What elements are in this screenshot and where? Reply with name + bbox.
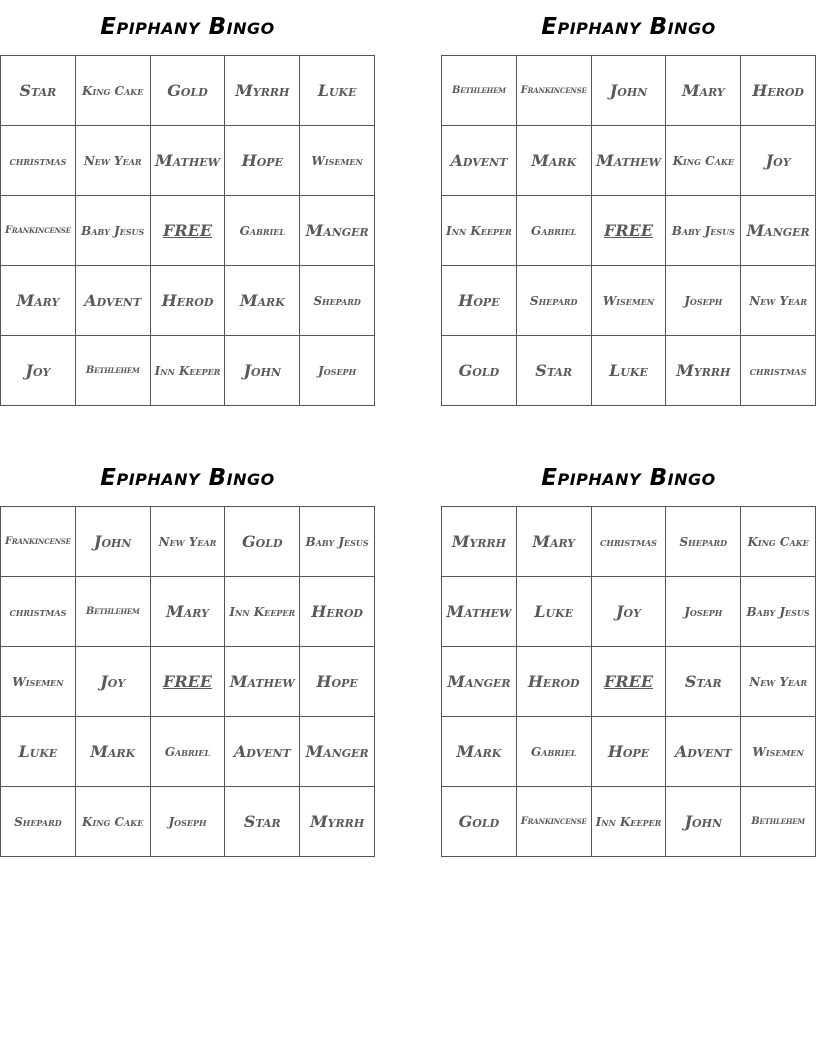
- bingo-cell: John: [76, 507, 151, 577]
- bingo-cell: Bethlehem: [76, 336, 151, 406]
- bingo-cell: Frankincense: [517, 56, 592, 126]
- bingo-cell: Bethlehem: [442, 56, 517, 126]
- bingo-cell: Mary: [151, 577, 226, 647]
- bingo-cell: Myrrh: [225, 56, 300, 126]
- bingo-cell: Baby Jesus: [300, 507, 375, 577]
- bingo-cell: Joseph: [151, 787, 226, 857]
- bingo-cell: Frankincense: [1, 507, 76, 577]
- bingo-cell: Luke: [517, 577, 592, 647]
- bingo-cell: Mark: [517, 126, 592, 196]
- bingo-cell: Inn Keeper: [592, 787, 667, 857]
- bingo-cell: Mark: [225, 266, 300, 336]
- bingo-cell: Joy: [741, 126, 816, 196]
- bingo-cell: Shepard: [300, 266, 375, 336]
- bingo-cell: Baby Jesus: [666, 196, 741, 266]
- bingo-cell: Hope: [300, 647, 375, 717]
- bingo-grid: [0, 55, 375, 406]
- bingo-cell: Hope: [442, 266, 517, 336]
- free-space-cell: FREE: [151, 196, 226, 266]
- bingo-cell: Mary: [666, 56, 741, 126]
- bingo-cell: Joy: [76, 647, 151, 717]
- bingo-cell: Wisemen: [741, 717, 816, 787]
- bingo-cell: Mathew: [151, 126, 226, 196]
- bingo-cell: Myrrh: [442, 507, 517, 577]
- bingo-cell: Gabriel: [517, 717, 592, 787]
- bingo-cell: Baby Jesus: [76, 196, 151, 266]
- bingo-cell: Wisemen: [1, 647, 76, 717]
- bingo-cell: christmas: [1, 577, 76, 647]
- card-title: Epiphany Bingo: [100, 465, 275, 491]
- bingo-cell: Luke: [300, 56, 375, 126]
- bingo-cell: Frankincense: [517, 787, 592, 857]
- bingo-cell: Star: [517, 336, 592, 406]
- free-space-cell: FREE: [592, 196, 667, 266]
- bingo-cell: Advent: [76, 266, 151, 336]
- bingo-cell: Inn Keeper: [151, 336, 226, 406]
- bingo-cell: Joseph: [666, 577, 741, 647]
- bingo-cell: Herod: [300, 577, 375, 647]
- bingo-cell: Gold: [442, 336, 517, 406]
- bingo-cell: Mathew: [442, 577, 517, 647]
- bingo-cell: Gabriel: [151, 717, 226, 787]
- bingo-cell: Hope: [225, 126, 300, 196]
- bingo-cell: New Year: [741, 647, 816, 717]
- free-space-cell: FREE: [151, 647, 226, 717]
- bingo-cell: Shepard: [517, 266, 592, 336]
- bingo-cell: Star: [666, 647, 741, 717]
- bingo-cell: John: [592, 56, 667, 126]
- bingo-cell: King Cake: [76, 56, 151, 126]
- bingo-cell: John: [666, 787, 741, 857]
- bingo-cell: Joy: [1, 336, 76, 406]
- free-space-cell: FREE: [592, 647, 667, 717]
- bingo-cell: Gabriel: [517, 196, 592, 266]
- bingo-cell: Gabriel: [225, 196, 300, 266]
- bingo-cell: Gold: [225, 507, 300, 577]
- bingo-cell: Shepard: [666, 507, 741, 577]
- bingo-cell: Advent: [225, 717, 300, 787]
- bingo-cell: Manger: [300, 196, 375, 266]
- bingo-cell: Joseph: [666, 266, 741, 336]
- bingo-cell: Manger: [442, 647, 517, 717]
- bingo-cell: christmas: [1, 126, 76, 196]
- bingo-cell: Shepard: [1, 787, 76, 857]
- bingo-cell: Wisemen: [592, 266, 667, 336]
- bingo-cell: Gold: [151, 56, 226, 126]
- bingo-grid: [441, 55, 816, 406]
- bingo-cell: Herod: [517, 647, 592, 717]
- bingo-cell: Gold: [442, 787, 517, 857]
- bingo-cell: Luke: [592, 336, 667, 406]
- bingo-cell: Joseph: [300, 336, 375, 406]
- bingo-cell: Advent: [442, 126, 517, 196]
- bingo-cell: King Cake: [741, 507, 816, 577]
- card-title: Epiphany Bingo: [541, 465, 716, 491]
- bingo-cell: John: [225, 336, 300, 406]
- bingo-cell: King Cake: [76, 787, 151, 857]
- bingo-cell: Bethlehem: [76, 577, 151, 647]
- bingo-cell: Hope: [592, 717, 667, 787]
- bingo-cell: Herod: [151, 266, 226, 336]
- bingo-cell: Myrrh: [300, 787, 375, 857]
- bingo-cell: Inn Keeper: [225, 577, 300, 647]
- bingo-cell: New Year: [76, 126, 151, 196]
- card-title: Epiphany Bingo: [541, 14, 716, 40]
- bingo-cell: Inn Keeper: [442, 196, 517, 266]
- bingo-cell: Luke: [1, 717, 76, 787]
- bingo-cell: Star: [225, 787, 300, 857]
- bingo-cell: Mathew: [225, 647, 300, 717]
- bingo-cell: Joy: [592, 577, 667, 647]
- bingo-cell: Mark: [442, 717, 517, 787]
- bingo-cell: New Year: [741, 266, 816, 336]
- bingo-cell: Mary: [517, 507, 592, 577]
- bingo-cell: Manger: [741, 196, 816, 266]
- bingo-cell: Mark: [76, 717, 151, 787]
- card-title: Epiphany Bingo: [100, 14, 275, 40]
- bingo-cell: Bethlehem: [741, 787, 816, 857]
- bingo-cell: Star: [1, 56, 76, 126]
- bingo-cell: Mathew: [592, 126, 667, 196]
- bingo-grid: [0, 506, 375, 857]
- bingo-cell: New Year: [151, 507, 226, 577]
- bingo-cell: Herod: [741, 56, 816, 126]
- bingo-cell: Advent: [666, 717, 741, 787]
- bingo-cell: Baby Jesus: [741, 577, 816, 647]
- bingo-cell: Frankincense: [1, 196, 76, 266]
- bingo-cell: Manger: [300, 717, 375, 787]
- bingo-cell: Wisemen: [300, 126, 375, 196]
- bingo-cell: Mary: [1, 266, 76, 336]
- bingo-cell: King Cake: [666, 126, 741, 196]
- bingo-cell: Myrrh: [666, 336, 741, 406]
- bingo-grid: [441, 506, 816, 857]
- bingo-cell: christmas: [592, 507, 667, 577]
- bingo-cell: christmas: [741, 336, 816, 406]
